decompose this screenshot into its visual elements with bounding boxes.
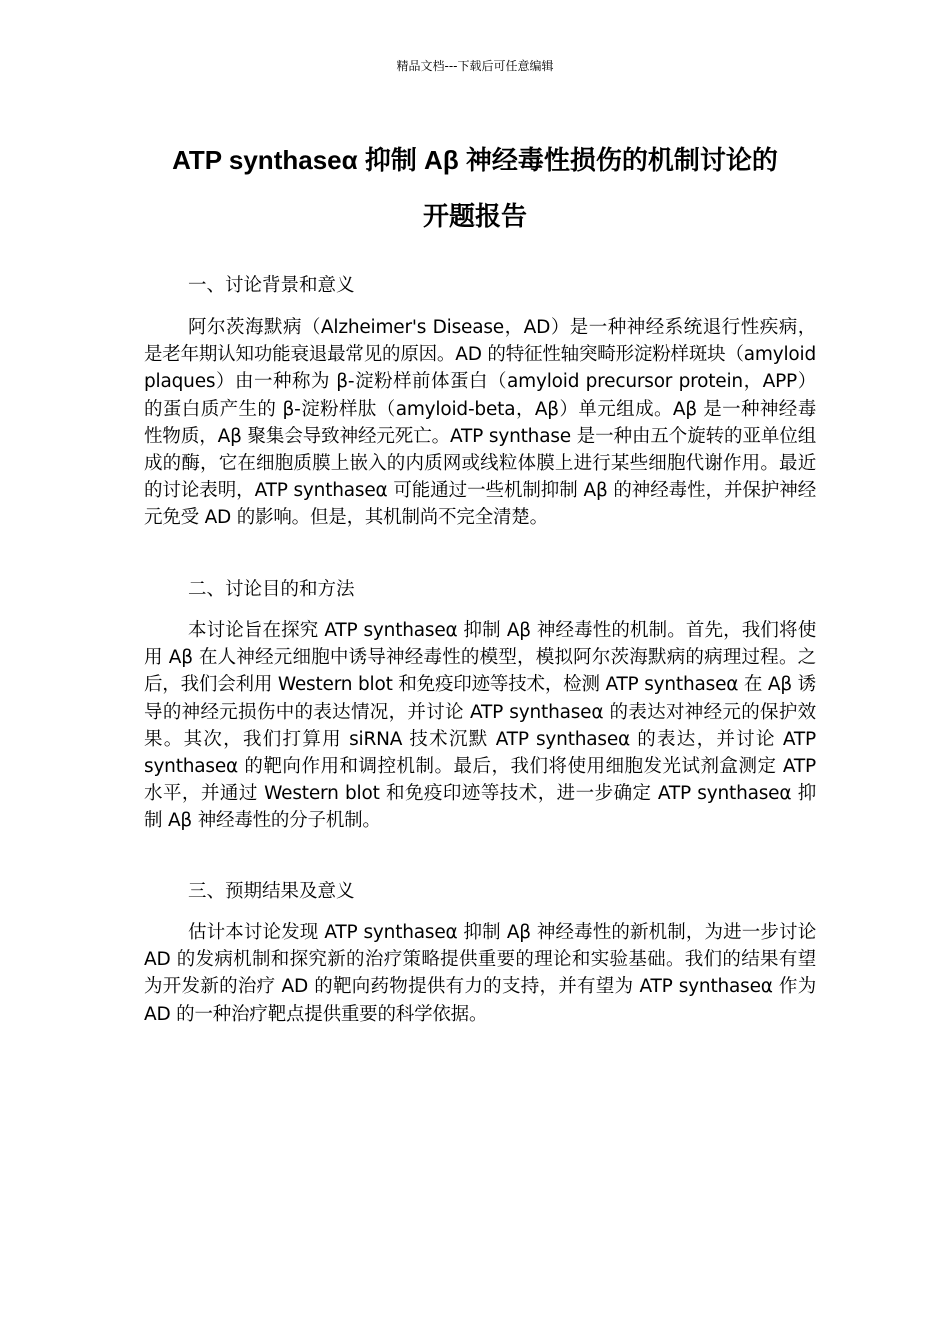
document-title-line-1: ATP synthaseα 抑制 Aβ 神经毒性损伤的机制讨论的 [172,145,778,175]
document-title-line-2: 开题报告 [422,201,527,231]
section-body-expected-results [144,919,816,1028]
paragraph: 阿尔茨海默病（Alzheimer's Disease，AD）是一种神经系统退行性疾病，是老年期认知功能衰退最常见的原因。AD 的特征性轴突畸形淀粉样斑块（amyloid plaques）由一种称为 β-淀粉样前体蛋白（amyloid precursor protein，APP）的蛋白质产生的 β-淀粉样肽（amyloid-beta，Aβ）单元组成。Aβ 是一种神经毒性物质，Aβ 聚集会导致神经元死亡。ATP synthase 是一种由五个旋转的亚单位组成的酶，它在细胞质膜上嵌入的内质网或线粒体膜上进行某些细胞代谢作用。最近的讨论表明，ATP synthaseα 可能通过一些机制抑制 Aβ 的神经毒性，并保护神经元免受 AD 的影响。但是，其机制尚不完全清楚。 [144,317,816,529]
section-heading-background: 一、讨论背景和意义 [188,275,355,296]
section-body-purpose-methods [144,617,816,835]
paragraph: 本讨论旨在探究 ATP synthaseα 抑制 Aβ 神经毒性的机制。首先，我们将使用 Aβ 在人神经元细胞中诱导神经毒性的模型，模拟阿尔茨海默病的病理过程。之后，我们会利用 Western blot 和免疫印迹等技术，检测 ATP synthaseα 在 Aβ 诱导的神经元损伤中的表达情况，并讨论 ATP synthaseα 的表达对神经元的保护效果。其次，我们打算用 siRNA 技术沉默 ATP synthaseα 的表达，并讨论 ATP synthaseα 的靶向作用和调控机制。最后，我们将使用细胞发光试剂盒测定 ATP 水平，并通过 Western blot 和免疫印迹等技术，进一步确定 ATP synthaseα 抑制 Aβ 神经毒性的分子机制。 [144,620,816,832]
paragraph: 估计本讨论发现 ATP synthaseα 抑制 Aβ 神经毒性的新机制，为进一步讨论 AD 的发病机制和探究新的治疗策略提供重要的理论和实验基础。我们的结果有望为开发新的治疗 AD 的靶向药物提供有力的支持，并有望为 ATP synthaseα 作为 AD 的一种治疗靶点提供重要的科学依据。 [144,922,816,1025]
document-title [120,132,830,244]
page-header-note: 精品文档---下载后可任意编辑 [396,59,554,73]
section-body-background [144,314,816,532]
section-heading-purpose-methods: 二、讨论目的和方法 [188,579,355,600]
section-heading-expected-results: 三、预期结果及意义 [188,881,355,902]
